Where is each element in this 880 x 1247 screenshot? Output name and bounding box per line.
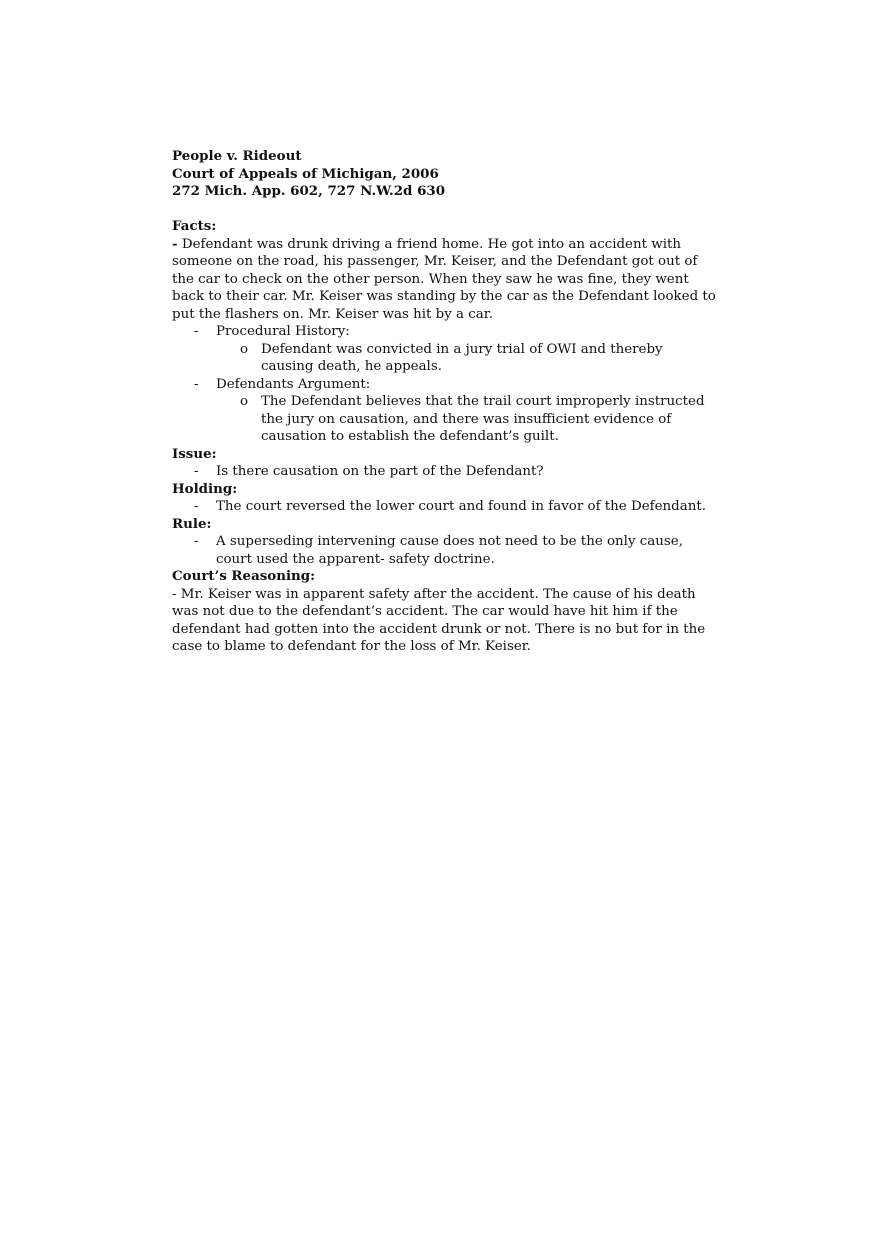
reasoning-paragraph: - Mr. Keiser was in apparent safety after the accident. The cause of his death was not due to the defendant’s accident. The car would have hit him if the defendant had gotten into the accident drunk or not. There is no but for in the case to blame to defendant for the loss of Mr. Keiser. xyxy=(172,586,706,654)
court-name: Court of Appeals of Michigan, 2006 xyxy=(172,165,439,182)
facts-heading: Facts: xyxy=(172,218,217,234)
holding-text: The court reversed the lower court and found in favor of the Defendant. xyxy=(216,499,706,514)
issue-item xyxy=(172,463,717,481)
case-name: People v. Rideout xyxy=(172,148,302,164)
rule-heading: Rule: xyxy=(172,515,212,532)
circle-bullet: o xyxy=(240,394,249,409)
defendants-argument-item xyxy=(172,376,717,394)
procedural-history-detail: Defendant was convicted in a jury trial of OWI and thereby causing death, he appeals. xyxy=(261,341,663,374)
reasoning-heading: Court’s Reasoning: xyxy=(172,568,316,584)
citation: 272 Mich. App. 602, 727 N.W.2d 630 xyxy=(172,183,446,199)
facts-dash: - xyxy=(172,235,178,252)
dash-marker: - xyxy=(194,464,199,479)
facts-paragraph xyxy=(172,236,717,324)
defendants-argument-detail-item xyxy=(172,393,717,446)
case-brief xyxy=(172,148,717,656)
dash-marker: - xyxy=(194,499,199,514)
procedural-history-label: Procedural History: xyxy=(216,324,350,339)
rule-text: A superseding intervening cause does not need to be the only cause, court used the apparent- safety doctrine. xyxy=(216,534,683,567)
dash-marker: - xyxy=(194,534,199,549)
dash-marker: - xyxy=(194,324,199,339)
issue-text: Is there causation on the part of the Defendant? xyxy=(216,464,544,479)
dash-marker: - xyxy=(194,376,199,392)
issue-heading: Issue: xyxy=(172,445,217,462)
defendants-argument-label: Defendants Argument: xyxy=(216,376,371,392)
defendants-argument-detail: The Defendant believes that the trail court improperly instructed the jury on causation, and there was insufficient evidence of causation to establish the defendant’s guilt. xyxy=(261,394,705,444)
facts-text: Defendant was drunk driving a friend home. He got into an accident with someone on the road, his passenger, Mr. Keiser, and the Defendant got out of the car to check on the other person. When they saw he was fine, they went back to their car. Mr. Keiser was standing by the car as the Defendant looked to put the flashers on. Mr. Keiser was hit by a car. xyxy=(172,236,716,322)
holding-heading: Holding: xyxy=(172,480,238,497)
procedural-history-item xyxy=(172,323,717,341)
circle-bullet: o xyxy=(240,341,249,357)
holding-item xyxy=(172,498,717,516)
procedural-history-detail-item xyxy=(172,341,717,376)
spacer xyxy=(172,201,717,219)
rule-item xyxy=(172,533,717,568)
